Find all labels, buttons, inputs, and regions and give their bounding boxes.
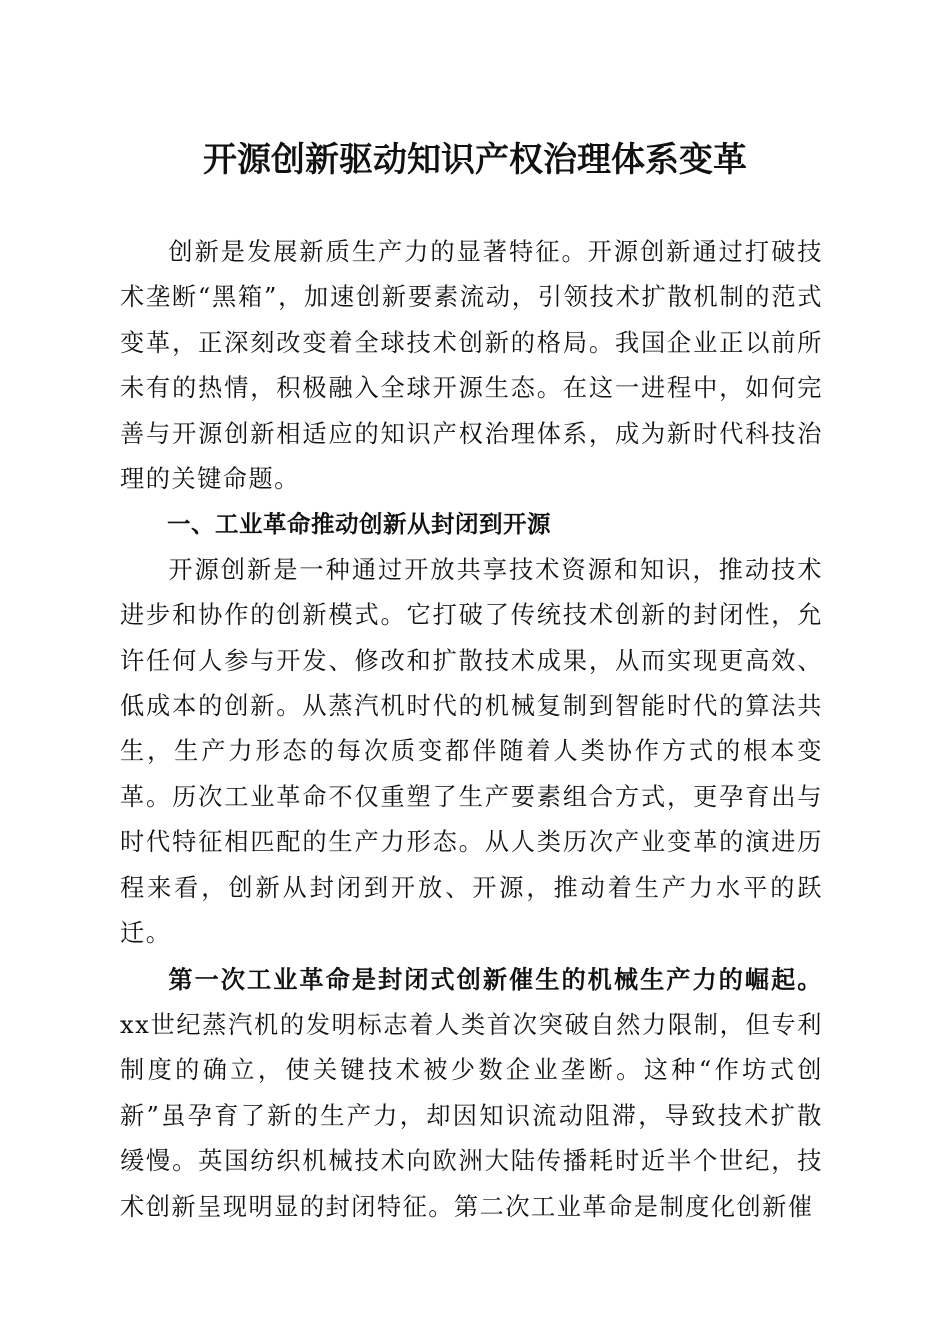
section-heading: 一、工业革命推动创新从封闭到开源 (167, 510, 551, 539)
paragraph-first-industrial-revolution (120, 957, 823, 1230)
paragraph-intro: 创新是发展新质生产力的显著特征。开源创新通过打破技术垄断“黑箱”，加速创新要素流动，引领技术扩散机制的范式变革，正深刻改变着全球技术创新的格局。我国企业正以前所未有的热情，积极融入全球开源生态。在这一进程中，如何完善与开源创新相适应的知识产权治理体系，成为新时代科技治理的关键命题。 (120, 238, 823, 494)
paragraph-lead-sentence: 第一次工业革命是封闭式创新催生的机械生产力的崛起。 (168, 964, 823, 994)
paragraph-open-innovation: 开源创新是一种通过开放共享技术资源和知识，推动技术进步和协作的创新模式。它打破了传统技术创新的封闭性，允许任何人参与开发、修改和扩散技术成果，从而实现更高效、低成本的创新。从蒸汽机时代的机械复制到智能时代的算法共生，生产力形态的每次质变都伴随着人类协作方式的根本变革。历次工业革命不仅重塑了生产要素组合方式，更孕育出与时代特征相匹配的生产力形态。从人类历次产业变革的演进历程来看，创新从封闭到开放、开源，推动着生产力水平的跃迁。 (120, 555, 823, 948)
paragraph-continuation: xx世纪蒸汽机的发明标志着人类首次突破自然力限制，但专利制度的确立，使关键技术被少数企业垄断。这种“作坊式创新”虽孕育了新的生产力，却因知识流动阻滞，导致技术扩散缓慢。英国纺织机械技术向欧洲大陆传播耗时近半个世纪，技术创新呈现明显的封闭特征。第二次工业革命是制度化创新催 (120, 1010, 823, 1221)
document-title: 开源创新驱动知识产权治理体系变革 (203, 140, 747, 180)
document-body (120, 230, 823, 1230)
